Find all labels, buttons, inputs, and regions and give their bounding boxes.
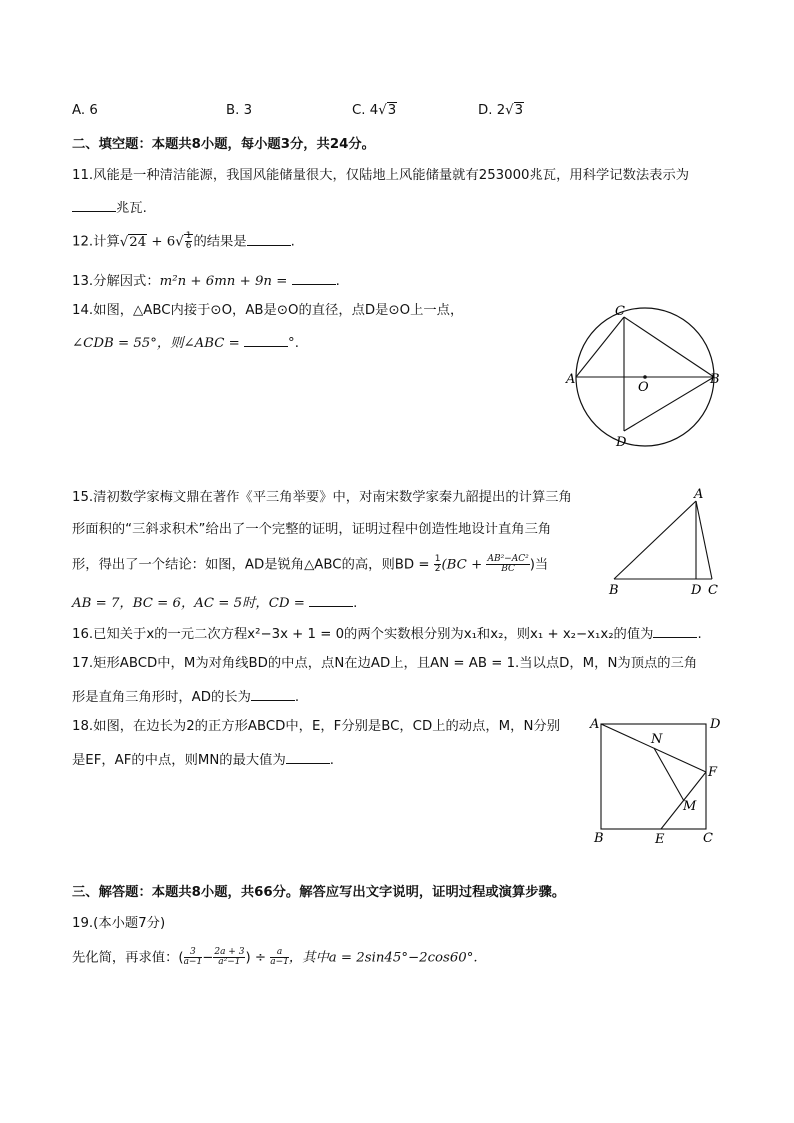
q11-line1: 11.风能是一种清洁能源，我国风能储量很大，仅陆地上风能储量就有253000兆瓦，用科学记数法表示为 (72, 168, 690, 183)
label-A: A (566, 372, 576, 387)
label-A: A (590, 717, 600, 732)
q11-line2: 兆瓦. (72, 199, 147, 217)
q15-line4: AB = 7，BC = 6，AC = 5时，CD = . (72, 596, 358, 611)
q17-line1: 17.矩形ABCD中，M为对角线BD的中点，点N在边AD上，且AN = AB = 1.当以点D，M，N为顶点的三角 (72, 656, 698, 671)
label-D: D (616, 435, 627, 450)
answer-blank (309, 594, 353, 607)
label-D: D (710, 717, 721, 732)
answer-blank (72, 199, 116, 212)
label-C: C (708, 583, 718, 598)
answer-blank (247, 233, 291, 246)
section3-title: 三、解答题：本题共8小题，共66分。解答应写出文字说明，证明过程或演算步骤。 (72, 885, 566, 900)
label-C: C (703, 831, 713, 846)
q17-line2: 形是直角三角形时，AD的长为 . (72, 690, 300, 705)
circle-diagram (560, 300, 730, 455)
q19-header: 19.(本小题7分) (72, 916, 166, 931)
choice-b: B. 3 (226, 103, 253, 118)
label-B: B (609, 583, 619, 598)
label-M: M (683, 799, 697, 814)
label-O: O (638, 380, 649, 395)
label-C: C (615, 304, 625, 319)
q14-line1: 14.如图，△ABC内接于⊙O，AB是⊙O的直径，点D是⊙O上一点， (72, 303, 464, 318)
q15-line3: 形，得出了一个结论：如图，AD是锐角△ABC的高，则BD = $\frac{1}{2}$ (BC + $\frac{\text{AB²−AC²}}{BC}$ )当 (72, 554, 549, 574)
label-N: N (651, 732, 663, 747)
label-E: E (655, 832, 665, 847)
label-F: F (708, 765, 718, 780)
answer-blank (244, 334, 288, 347)
answer-blank (286, 751, 330, 764)
q15-line2: 形面积的“三斜求积术”给出了一个完整的证明，证明过程中创造性地设计直角三角 (72, 522, 552, 537)
section2-title: 二、填空题：本题共8小题，每小题3分，共24分。 (72, 137, 375, 152)
q15-line1: 15.清初数学家梅文鼎在著作《平三角举要》中，对南宋数学家秦九韶提出的计算三角 (72, 490, 572, 505)
q16: 16.已知关于x的一元二次方程x²−3x + 1 = 0的两个实数根分别为x₁和x₂，则x₁ + x₂−x₁x₂的值为 . (72, 627, 702, 642)
q18-line1: 18.如图，在边长为2的正方形ABCD中，E，F分别是BC，CD上的动点，M，N分别 (72, 719, 560, 734)
square-diagram (585, 712, 730, 847)
answer-blank (292, 272, 336, 285)
label-D: D (691, 583, 702, 598)
answer-blank (653, 625, 697, 638)
answer-blank (251, 688, 295, 701)
q14-line2: ∠CDB = 55°，则∠ABC = °. (72, 336, 299, 351)
choice-a: A. 6 (72, 103, 98, 118)
q19-body: 先化简，再求值：( $\frac{3}{a-1}$ − $\frac{2a + 3}{\text{a²−1}}$ ) ÷ $\frac{a}{a-1}$ ，其中a = 2sin45°−2cos60°. (72, 947, 478, 967)
label-B: B (594, 831, 604, 846)
label-A: A (694, 487, 704, 502)
q18-line2: 是EF，AF的中点，则MN的最大值为 . (72, 753, 335, 768)
q13: 13.分解因式：m²n + 6mn + 9n = . (72, 274, 340, 289)
choice-d: D. 2√3 (478, 103, 524, 118)
triangle-diagram (600, 484, 730, 599)
label-B: B (710, 372, 720, 387)
choice-c: C. 4√3 (352, 103, 397, 118)
q12: 12.计算√24 + 6√ $\frac{1}{6}$ 的结果是 . (72, 231, 295, 251)
